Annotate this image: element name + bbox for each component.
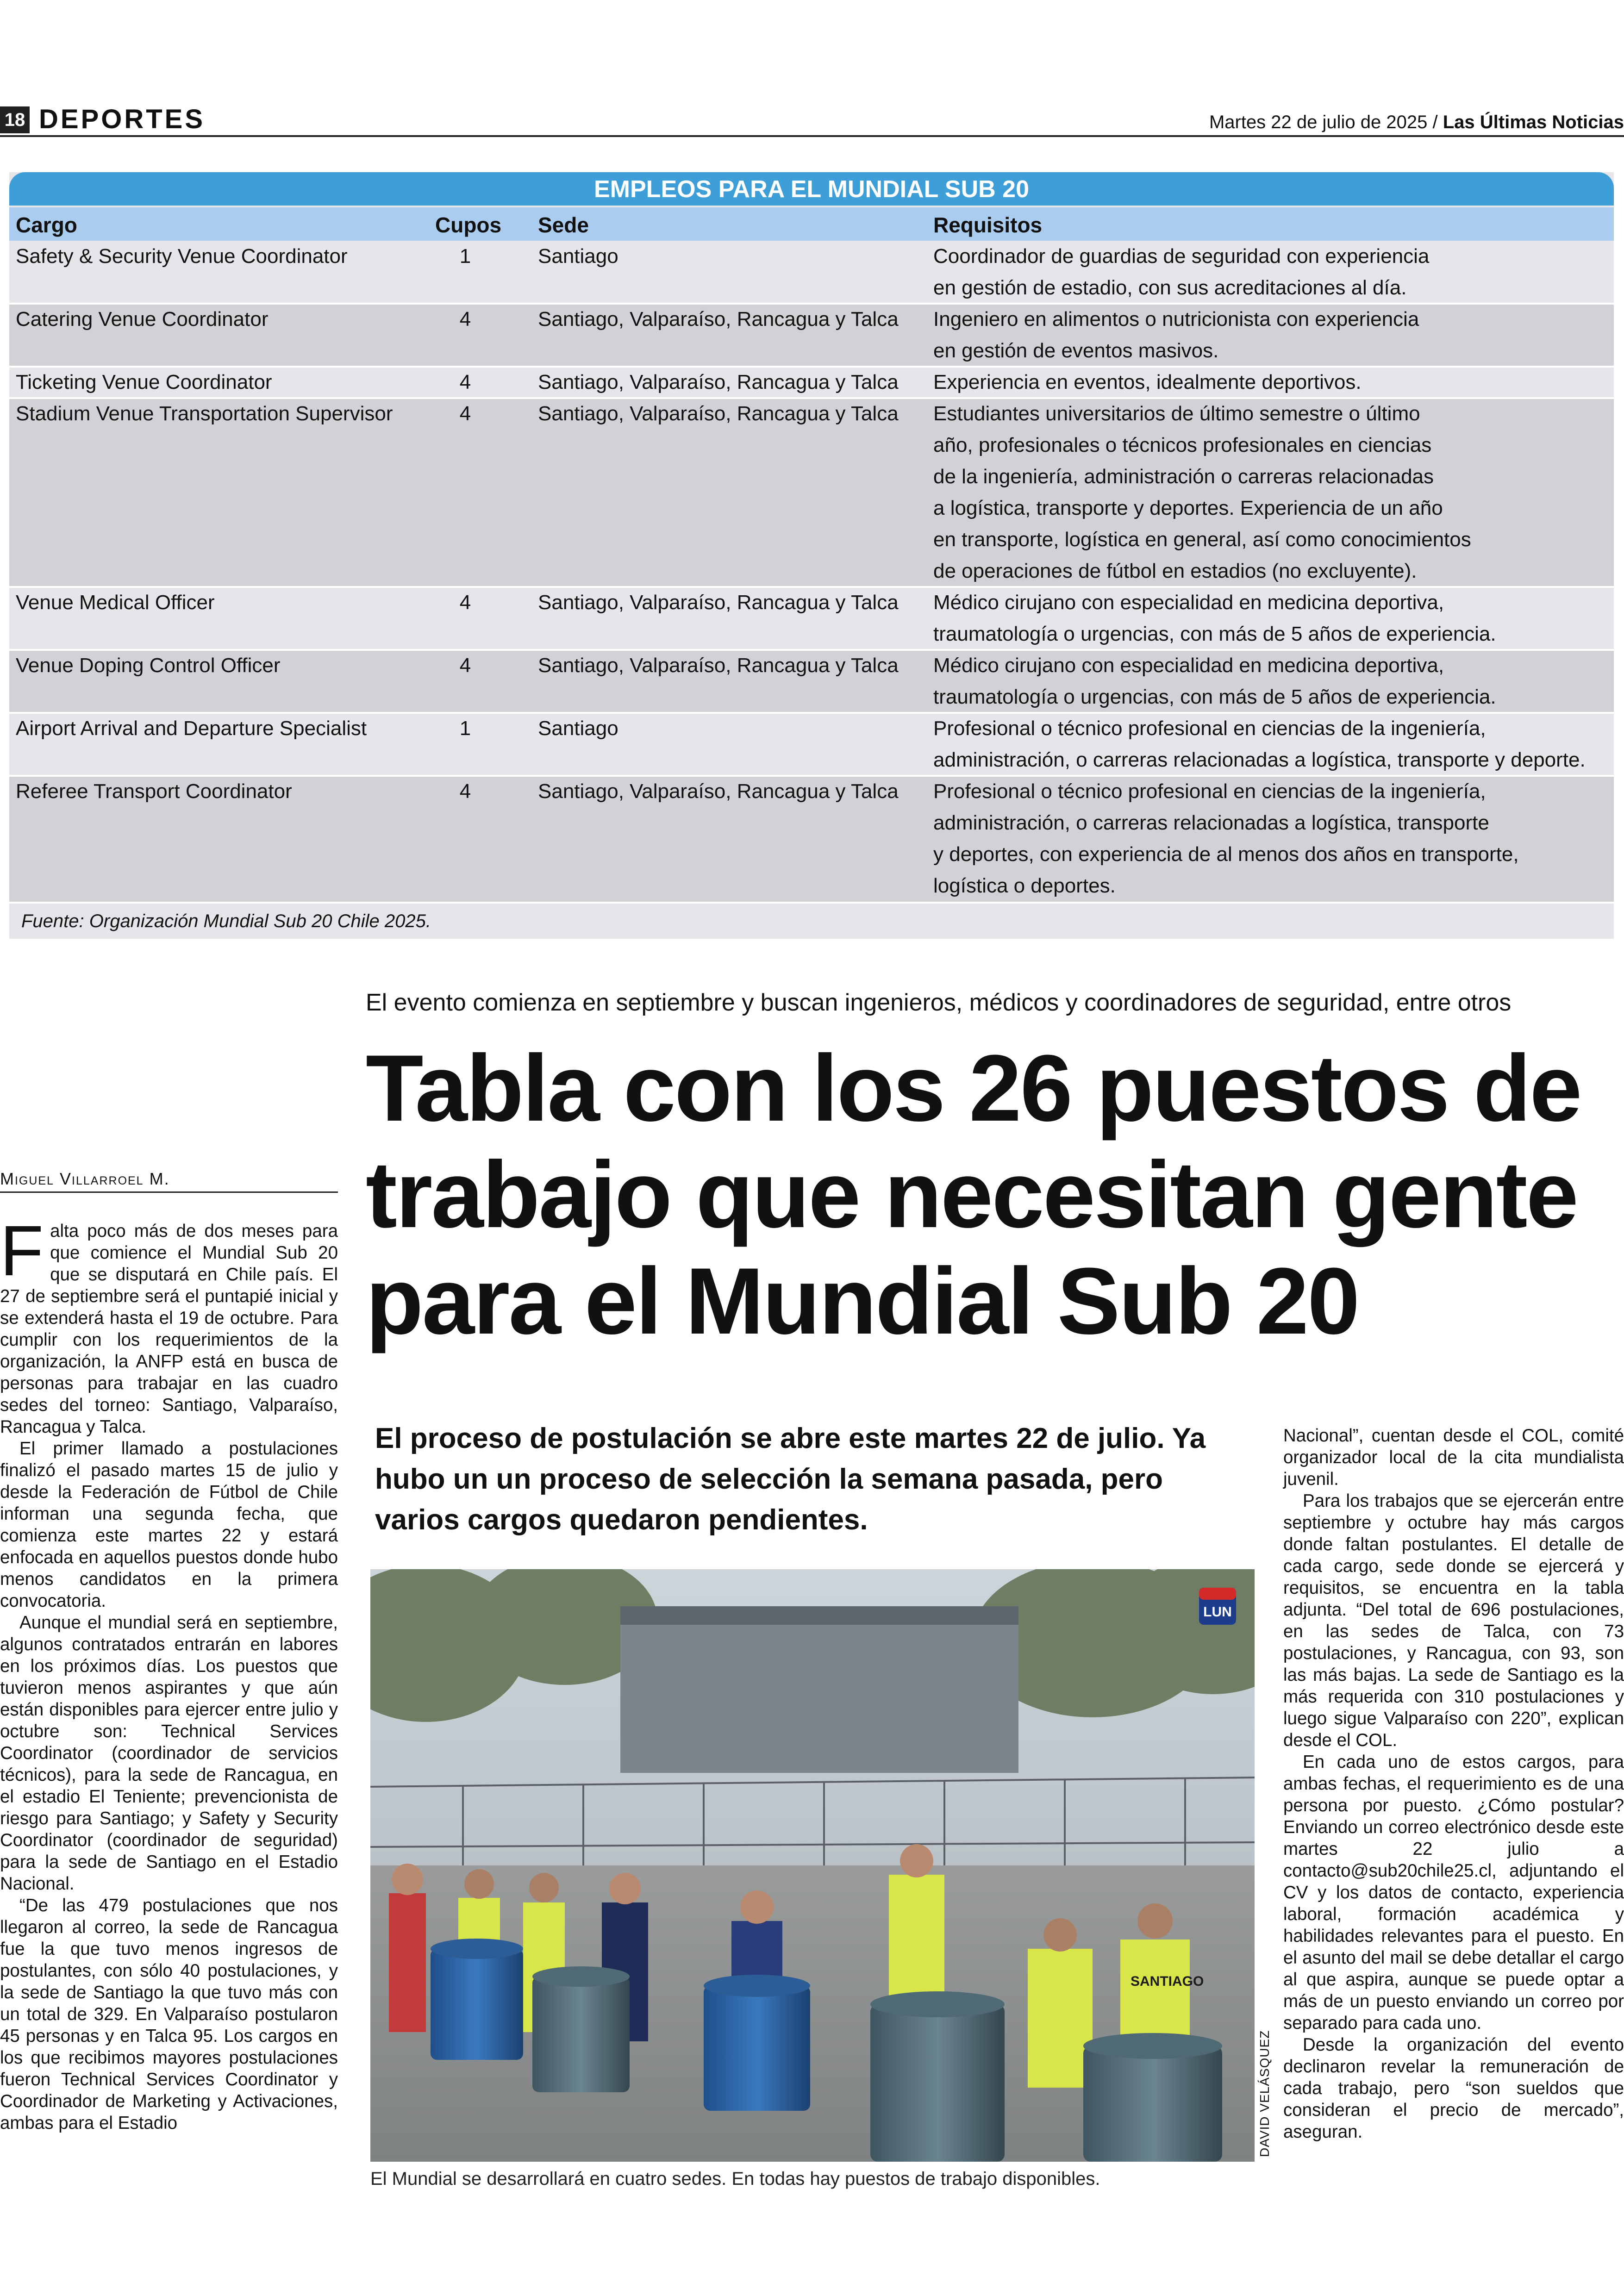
article-paragraph: “De las 479 postulaciones que nos llegaron al correo, la sede de Rancagua fue la que tuvo menos ingresos de postulantes, con sólo 40 postulaciones, y la sede de Santiago la que tuvo más con un total de 329. En Valparaíso postularon 45 personas y en Talca 95. Los cargos en los que recibimos mayores postulaciones fueron Technical Services Coordinator y Coordinador de Marketing y Activaciones, ambas para el Estadio (0, 1896, 338, 2133)
requisito-line: administración, o carreras relacionadas a logística, transporte (933, 811, 1489, 834)
cell-requisitos (933, 713, 1609, 776)
newspaper-name: Las Últimas Noticias (1443, 112, 1624, 132)
headline-line: trabajo que necesitan gente (366, 1142, 1578, 1247)
cell-cargo: Safety & Security Venue Coordinator (16, 245, 348, 268)
cell-requisitos (933, 650, 1609, 713)
photo-illustration (370, 1569, 1255, 2162)
cell-sede: Santiago, Valparaíso, Rancagua y Talca (538, 308, 899, 331)
requisito-line: traumatología o urgencias, con más de 5 años de experiencia. (933, 623, 1496, 645)
cell-cargo: Ticketing Venue Coordinator (16, 371, 272, 393)
section-title: DEPORTES (39, 104, 206, 134)
cell-sede: Santiago, Valparaíso, Rancagua y Talca (538, 654, 899, 677)
dateline (1209, 110, 1624, 134)
header-rule (0, 135, 1624, 137)
requisito-line: en gestión de eventos masivos. (933, 339, 1219, 362)
cell-cargo: Venue Doping Control Officer (16, 654, 281, 677)
cell-cupos: 4 (459, 402, 471, 425)
requisito-line: Ingeniero en alimentos o nutricionista con experiencia (933, 308, 1419, 331)
requisito-line: en gestión de estadio, con sus acreditaciones al día. (933, 276, 1407, 299)
news-photo (370, 1569, 1255, 2162)
article-deck: El proceso de postulación se abre este martes 22 de julio. Ya hubo un un proceso de selección la semana pasada, pero varios cargos quedaron pendientes. (375, 1422, 1206, 1536)
author-name: Miguel Villarroel M. (0, 1169, 170, 1188)
drop-cap: F (0, 1211, 44, 1291)
article-paragraph: Nacional”, cuentan desde el COL, comité organizador local de la cita mundialista juvenil. (1283, 1426, 1624, 1489)
cell-sede: Santiago, Valparaíso, Rancagua y Talca (538, 371, 899, 393)
paragraph-text: alta poco más de dos meses para que comience el Mundial Sub 20 que se disputará en Chile país. El 27 de septiembre será el puntapié inicial y se extenderá hasta el 19 de octubre. Para cumplir con los requerimientos de la organización, la ANFP está en busca de personas para trabajar en las cuadro sedes del torneo: Santiago, Valparaíso, Rancagua y Talca. (0, 1221, 338, 1437)
cell-requisitos (933, 398, 1609, 587)
cell-cargo: Referee Transport Coordinator (16, 780, 292, 803)
cell-cargo: Airport Arrival and Departure Specialist (16, 717, 367, 740)
cell-cupos: 4 (459, 371, 471, 393)
lun-logo (1199, 1588, 1236, 1625)
article-paragraph: Para los trabajos que se ejercerán entre septiembre y octubre hay más cargos donde faltan postulantes. El detalle de cada cargo, sede donde se ejercerá y requisitos, se encuentra en la tabla adjunta. “Del total de 696 postulaciones, en las sedes de Talca, con 73 postulaciones, y Rancagua, con 93, son las más bajas. La sede de Santiago es la más requerida con 310 postulaciones y luego sigue Valparaíso con 220”, explican desde el COL. (1283, 1491, 1624, 1750)
photo-credit (1257, 2030, 1276, 2157)
logo-text: LUN (1203, 1604, 1232, 1620)
cell-sede: Santiago, Valparaíso, Rancagua y Talca (538, 402, 899, 425)
cell-requisitos (933, 304, 1609, 367)
requisito-line: año, profesionales o técnicos profesionales en ciencias (933, 434, 1432, 456)
page-number: 18 (0, 106, 30, 133)
headline-line: Tabla con los 26 puestos de (366, 1035, 1581, 1141)
headline-line: para el Mundial Sub 20 (366, 1248, 1359, 1354)
photo-caption: El Mundial se desarrollará en cuatro sedes. En todas hay puestos de trabajo disponibles. (370, 2169, 1100, 2189)
requisito-line: Profesional o técnico profesional en ciencias de la ingeniería, (933, 780, 1486, 803)
requisito-line: de la ingeniería, administración o carreras relacionadas (933, 465, 1434, 488)
requisito-line: Experiencia en eventos, idealmente deportivos. (933, 371, 1362, 393)
cell-cupos: 4 (459, 780, 471, 803)
column-header-requisitos: Requisitos (933, 213, 1043, 237)
cell-requisitos (933, 241, 1609, 304)
requisito-line: a logística, transporte y deportes. Experiencia de un año (933, 497, 1443, 519)
photo-stadium (620, 1606, 1018, 1773)
cell-sede: Santiago (538, 717, 618, 740)
cell-cupos: 4 (459, 591, 471, 614)
requisito-line: en transporte, logística en general, así como conocimientos (933, 528, 1471, 551)
cell-requisitos (933, 776, 1609, 902)
requisito-line: Profesional o técnico profesional en ciencias de la ingeniería, (933, 717, 1486, 740)
article-column-right (1283, 1425, 1624, 2143)
cell-cargo: Stadium Venue Transportation Supervisor (16, 402, 393, 425)
cell-cupos: 4 (459, 308, 471, 331)
requisito-line: Médico cirujano con especialidad en medicina deportiva, (933, 591, 1444, 614)
requisito-line: logística o deportes. (933, 874, 1116, 897)
byline-rule (0, 1191, 338, 1193)
article-paragraph: El primer llamado a postulaciones finalizó el pasado martes 15 de julio y desde la Federación de Fútbol de Chile informan una segunda fecha, que comienza este martes 22 y estará enfocada en aquellos puestos donde hubo menos candidatos en la primera convocatoria. (0, 1439, 338, 1611)
cell-requisitos (933, 367, 1609, 398)
photographer-name: DAVID VELÁSQUEZ (1257, 2030, 1272, 2157)
cell-sede: Santiago, Valparaíso, Rancagua y Talca (538, 780, 899, 803)
cell-requisitos (933, 587, 1609, 650)
column-header-cargo: Cargo (16, 213, 77, 237)
requisito-line: Estudiantes universitarios de último semestre o último (933, 402, 1420, 425)
cell-cupos: 4 (459, 654, 471, 677)
byline (0, 1167, 170, 1191)
dateline-separator: / (1432, 112, 1438, 132)
row-divider (9, 902, 1614, 904)
table-source-note: Fuente: Organización Mundial Sub 20 Chile 2025. (21, 911, 431, 931)
jobs-table-title: EMPLEOS PARA EL MUNDIAL SUB 20 (9, 172, 1614, 206)
article-paragraph: Desde la organización del evento declinaron revelar la remuneración de cada trabajo, pero “son sueldos que consideran el precio de mercado”, aseguran. (1283, 2035, 1624, 2142)
requisito-line: y deportes, con experiencia de al menos dos años en transporte, (933, 843, 1519, 866)
requisito-line: de operaciones de fútbol en estadios (no excluyente). (933, 560, 1417, 582)
article-kicker: El evento comienza en septiembre y buscan ingenieros, médicos y coordinadores de seguridad, entre otros (366, 989, 1512, 1016)
cell-cupos: 1 (459, 245, 471, 268)
cell-sede: Santiago, Valparaíso, Rancagua y Talca (538, 591, 899, 614)
cell-cargo: Venue Medical Officer (16, 591, 215, 614)
cell-cargo: Catering Venue Coordinator (16, 308, 269, 331)
column-header-sede: Sede (538, 213, 589, 237)
article-paragraph (0, 1211, 338, 1438)
article-headline (366, 1035, 1616, 1354)
column-header-cupos: Cupos (435, 213, 502, 237)
requisito-line: traumatología o urgencias, con más de 5 años de experiencia. (933, 686, 1496, 708)
article-paragraph: Aunque el mundial será en septiembre, algunos contratados entrarán en labores en los próximos días. Los puestos que tuvieron menos aspirantes y que aún están disponibles para ejercer entre julio y octubre son: Technical Services Coordinator (coordinador de servicios técnicos), para la sede de Rancagua, en el estadio El Teniente; prevencionista de riesgo para Santiago; y Safety y Security Coordinator (coordinador de seguridad) para la sede de Santiago en el Estadio Nacional. (0, 1613, 338, 1894)
cell-sede: Santiago (538, 245, 618, 268)
jobs-table-header (9, 207, 1614, 241)
vest-text: SANTIAGO (1131, 1974, 1204, 1989)
article-column-left (0, 1211, 338, 2134)
requisito-line: Médico cirujano con especialidad en medicina deportiva, (933, 654, 1444, 677)
article-paragraph: En cada uno de estos cargos, para ambas fechas, el requerimiento es de una persona por puesto. ¿Cómo postular? Enviando un correo electrónico desde este martes 22 julio a contacto@sub20chile25.cl, adjuntando el CV y los datos de contacto, experiencia laboral, formación académica y habilidades relevantes para el puesto. En el asunto del mail se debe detallar el cargo al que aspira, aunque se puede optar a más de un puesto enviando un correo por separado para cada uno. (1283, 1752, 1624, 2033)
issue-date: Martes 22 de julio de 2025 (1209, 112, 1428, 132)
requisito-line: administración, o carreras relacionadas a logística, transporte y deporte. (933, 748, 1586, 771)
requisito-line: Coordinador de guardias de seguridad con experiencia (933, 245, 1430, 268)
cell-cupos: 1 (459, 717, 471, 740)
